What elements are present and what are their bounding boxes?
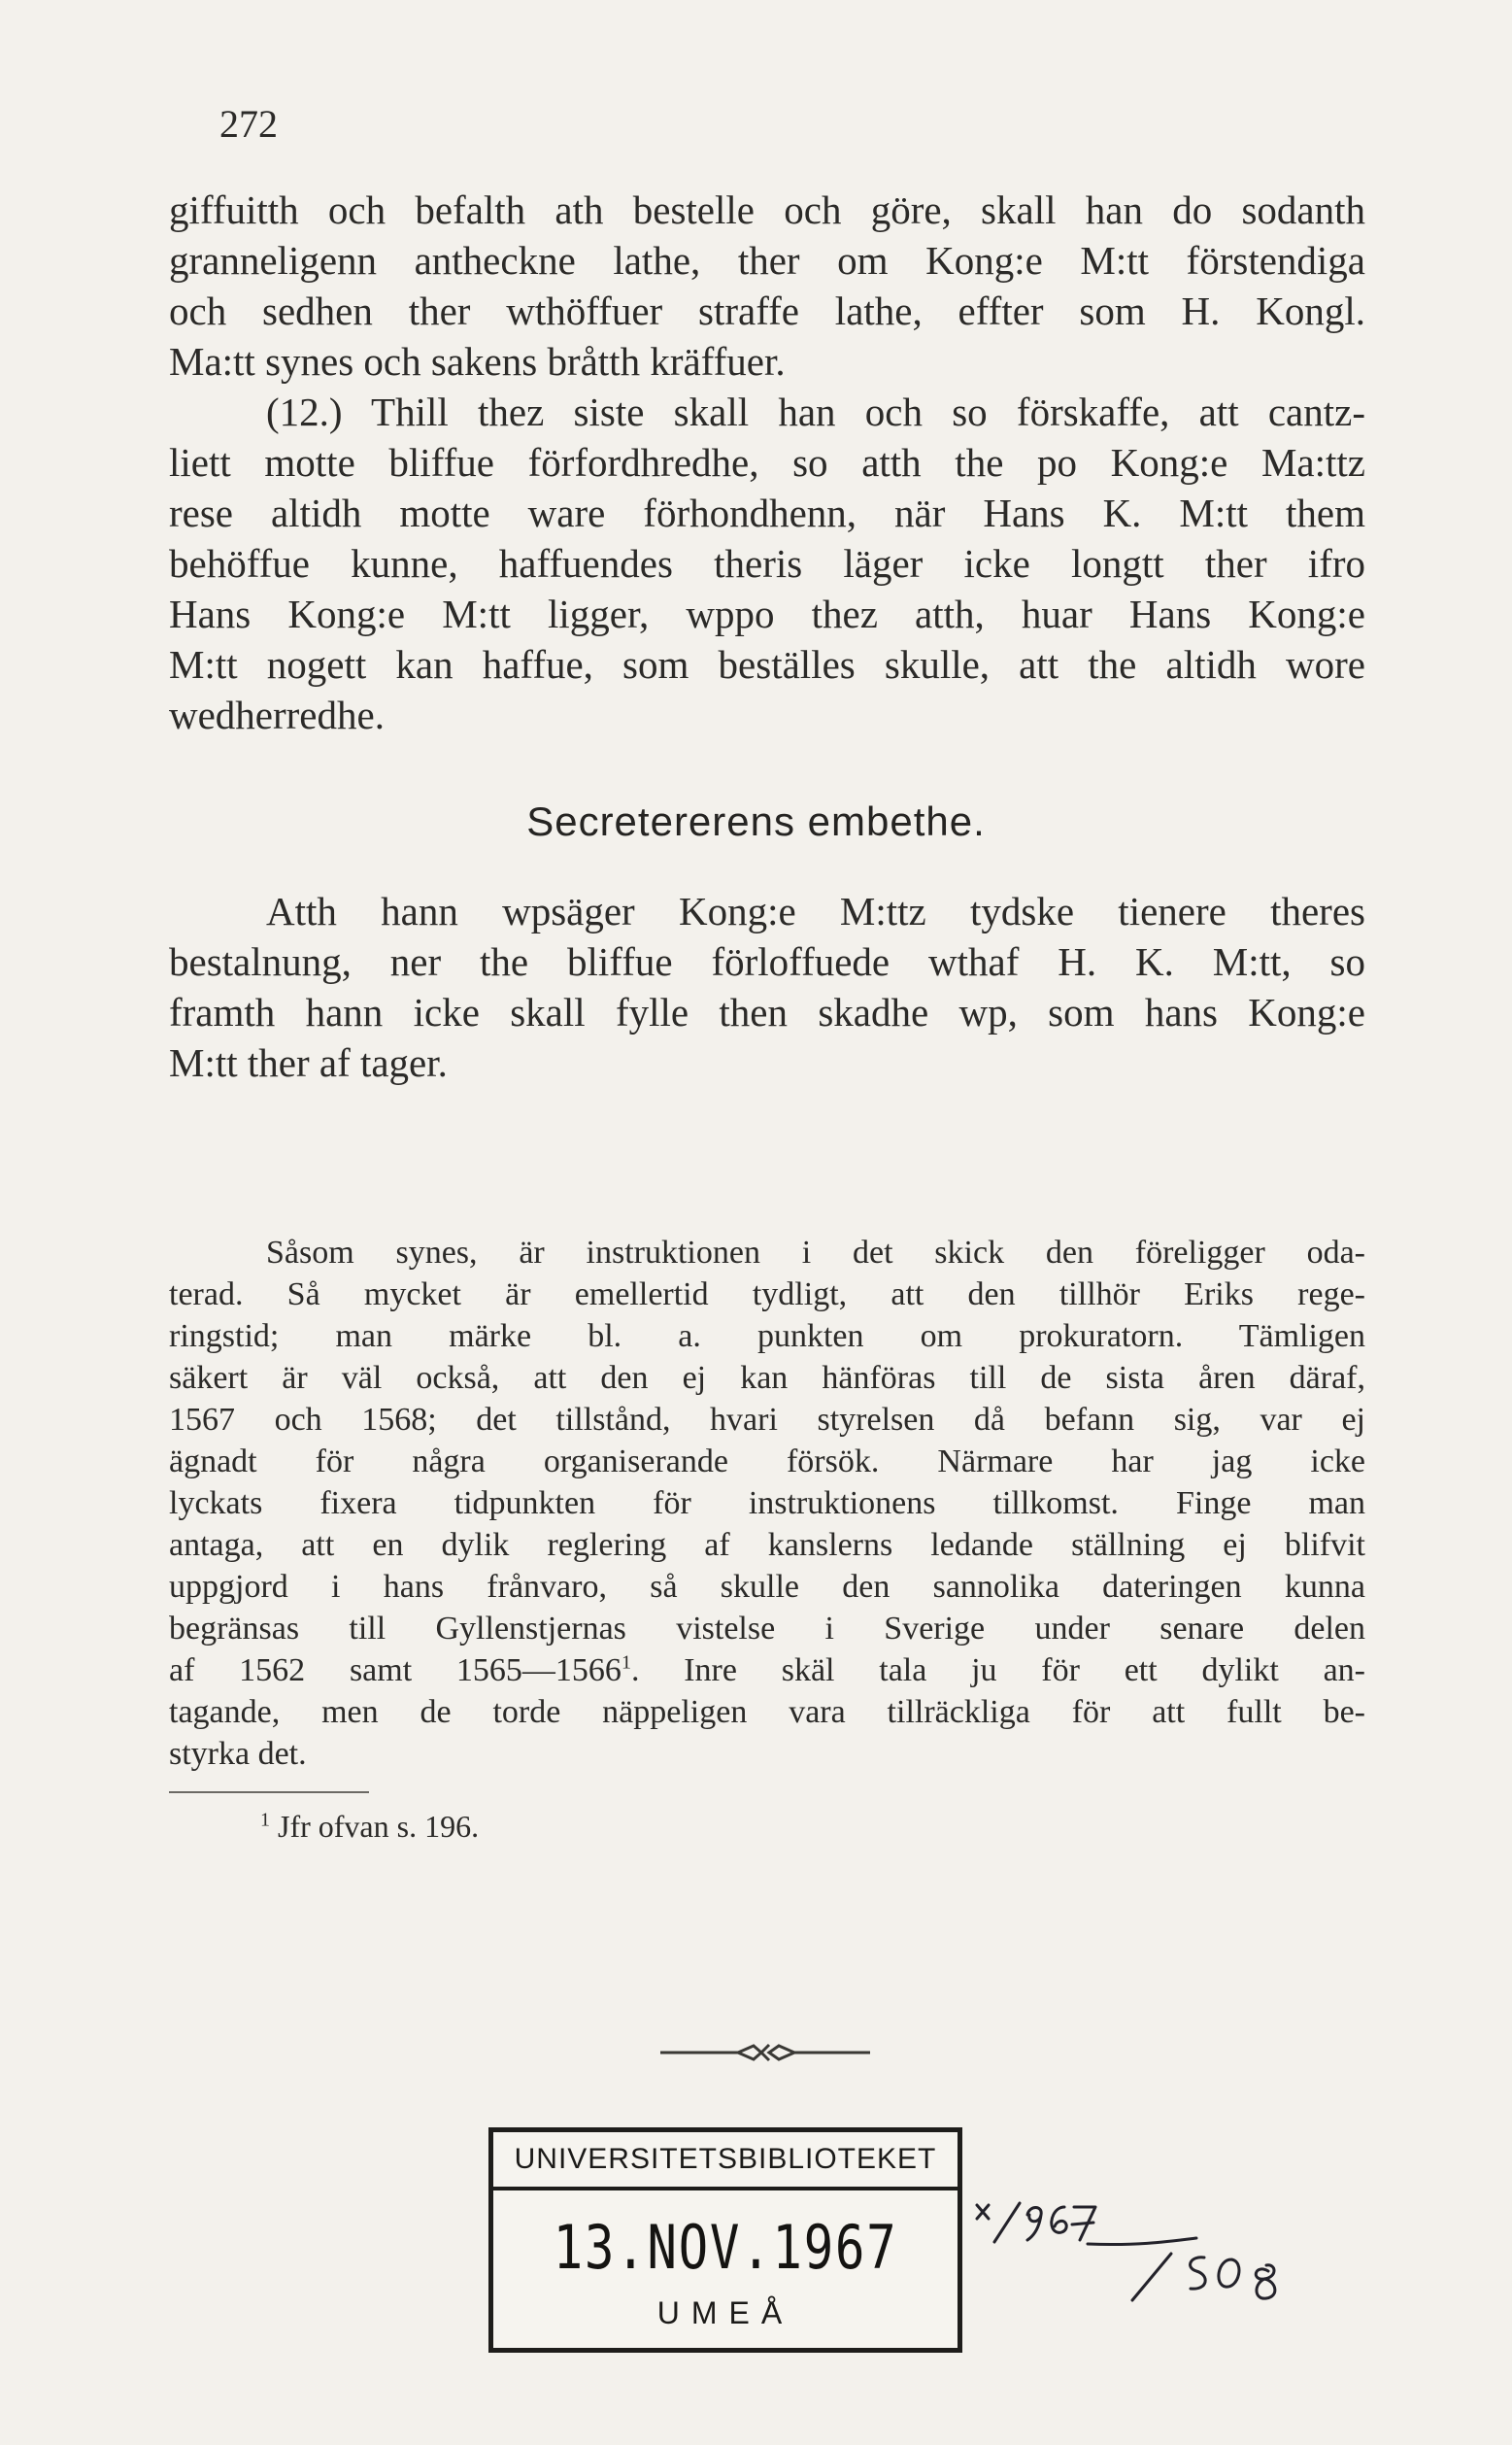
text-line: och sedhen ther wthöffuer straffe lathe, effter som H. Kongl. bbox=[169, 289, 1365, 333]
text-line: 1567 och 1568; det tillstånd, hvari styrelsen då befann sig, var ej bbox=[169, 1402, 1365, 1438]
text-line: bestalnung, ner the bliffue förloffuede wthaf H. K. M:tt, so bbox=[169, 939, 1365, 984]
text-line: begränsas till Gyllenstjernas vistelse i Sverige under senare delen bbox=[169, 1611, 1365, 1647]
stamp-institution: UNIVERSITETSBIBLIOTEKET bbox=[493, 2132, 958, 2190]
text-line bbox=[169, 1649, 1365, 1691]
stamp-date: 13.NOV.1967 bbox=[553, 2212, 898, 2283]
text-line: ägnadt för några organiserande försök. Närmare har jag icke bbox=[169, 1443, 1365, 1479]
main-paragraph bbox=[169, 185, 1365, 740]
text-line: M:tt nogett kan haffue, som beställes skulle, att the altidh wore bbox=[169, 642, 1365, 687]
text-line: wedherredhe. bbox=[169, 693, 385, 737]
text-line: Atth hann wpsäger Kong:e M:ttz tydske tienere theres bbox=[266, 889, 1365, 934]
text-line: styrka det. bbox=[169, 1736, 307, 1772]
stamp-city: UMEÅ bbox=[656, 2295, 794, 2330]
footnote-rule bbox=[169, 1791, 369, 1793]
text-line: säkert är väl också, att den ej kan hänföras till de sista åren däraf, bbox=[169, 1360, 1365, 1396]
text-line: M:tt ther af tager. bbox=[169, 1040, 448, 1085]
library-stamp bbox=[488, 2127, 962, 2353]
text-line: lyckats fixera tidpunkten för instruktionens tillkomst. Finge man bbox=[169, 1485, 1365, 1521]
text-line: tagande, men de torde näppeligen vara tillräckliga för att fullt be- bbox=[169, 1694, 1365, 1730]
footnote-reference: 1 bbox=[621, 1651, 631, 1674]
text-line: uppgjord i hans frånvaro, så skulle den sannolika dateringen kunna bbox=[169, 1569, 1365, 1605]
text-line: Ma:tt synes och sakens bråtth kräffuer. bbox=[169, 339, 786, 384]
text-line: granneligenn antheckne lathe, ther om Kong:e M:tt förstendiga bbox=[169, 238, 1365, 283]
text-line: behöffue kunne, haffuendes theris läger icke longtt ther ifro bbox=[169, 541, 1365, 586]
section-paragraph bbox=[169, 886, 1365, 1088]
text-line: rese altidh motte ware förhondhenn, när Hans K. M:tt them bbox=[169, 491, 1365, 535]
text-line: ringstid; man märke bl. a. punkten om prokuratorn. Tämligen bbox=[169, 1318, 1365, 1354]
commentary-paragraph bbox=[169, 1232, 1365, 1775]
text-line: Hans Kong:e M:tt ligger, wppo thez atth, huar Hans Kong:e bbox=[169, 592, 1365, 636]
footnote-marker: 1 bbox=[260, 1809, 270, 1831]
text-line: giffuitth och befalth ath bestelle och göre, skall han do sodanth bbox=[169, 187, 1365, 232]
section-heading: Secretererens embethe. bbox=[526, 798, 986, 844]
footnote bbox=[260, 1809, 479, 1845]
text-line: (12.) Thill thez siste skall han och so förskaffe, att cantz- bbox=[266, 390, 1365, 434]
text-line: antaga, att en dylik reglering af kanslerns ledande ställning ej blifvit bbox=[169, 1527, 1365, 1563]
page-number: 272 bbox=[219, 102, 278, 146]
text-line: liett motte bliffue förfordhredhe, so atth the po Kong:e Ma:ttz bbox=[169, 440, 1365, 485]
text-segment: . Inre skäl tala ju för ett dylikt an- bbox=[630, 1652, 1365, 1688]
ornament-divider-icon bbox=[660, 2040, 870, 2065]
text-line: terad. Så mycket är emellertid tydligt, att den tillhör Eriks rege- bbox=[169, 1276, 1365, 1312]
text-line: framth hann icke skall fylle then skadhe wp, som hans Kong:e bbox=[169, 990, 1365, 1035]
text-segment: af 1562 samt 1565—1566 bbox=[169, 1652, 622, 1688]
text-line: Såsom synes, är instruktionen i det skick den föreligger oda- bbox=[266, 1235, 1365, 1271]
footnote-text: Jfr ofvan s. 196. bbox=[278, 1809, 480, 1844]
handwritten-accession-number bbox=[971, 2186, 1292, 2322]
